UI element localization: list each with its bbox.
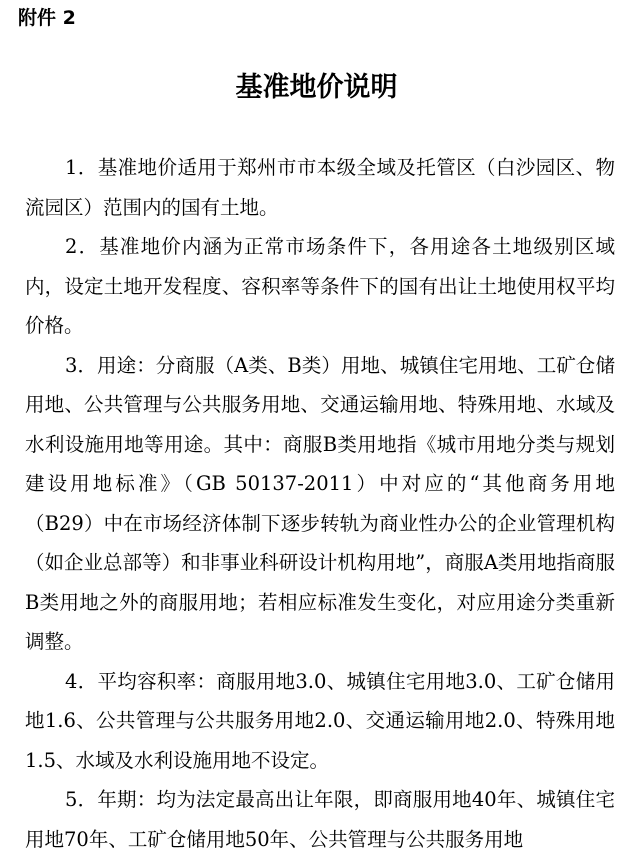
document-body <box>25 148 615 859</box>
paragraph-2: 2．基准地价内涵为正常市场条件下，各用途各土地级别区域内，设定土地开发程度、容积率等条件下的国有出让土地使用权平均价格。 <box>25 235 615 337</box>
paragraph-5: 5．年期：均为法定最高出让年限，即商服用地40年、城镇住宅用地70年、工矿仓储用地50年、公共管理与公共服务用地 <box>25 788 615 851</box>
paragraph-1: 1．基准地价适用于郑州市市本级全域及托管区（白沙园区、物流园区）范围内的国有土地。 <box>25 156 615 219</box>
paragraph-4: 4．平均容积率：商服用地3.0、城镇住宅用地3.0、工矿仓储用地1.6、公共管理与公共服务用地2.0、交通运输用地2.0、特殊用地1.5、水域及水利设施用地不设定。 <box>25 669 615 772</box>
document-title: 基准地价说明 <box>235 72 398 103</box>
paragraph-3: 3．用途：分商服（A类、B类）用地、城镇住宅用地、工矿仓储用地、公共管理与公共服务用地、交通运输用地、特殊用地、水域及水利设施用地等用途。其中：商服B类用地指《城市用地分类与规划建设用地标准》（GB 50137-2011）中对应的“其他商务用地（B29）中在市场经济体制下逐步转轨为商业性办公的企业管理机构（如企业总部等）和非事业科研设计机构用地”，商服A类用地指商服B类用地之外的商服用地；若相应标准发生变化，对应用途分类重新调整。 <box>25 353 615 653</box>
attachment-label: 附件 2 <box>18 7 76 29</box>
